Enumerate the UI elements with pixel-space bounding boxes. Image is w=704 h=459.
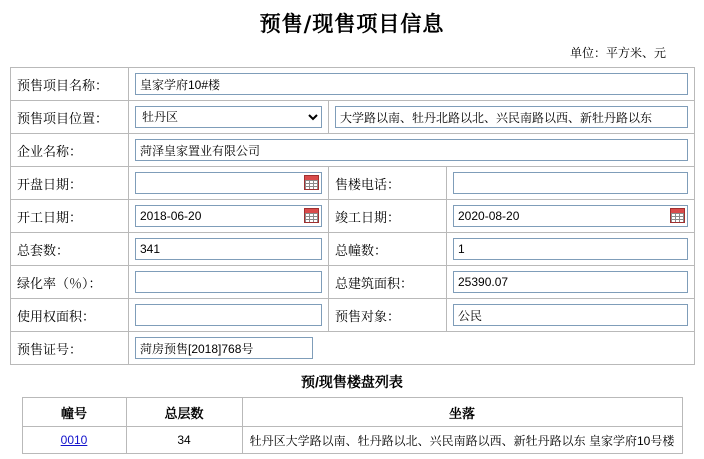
column-header-address: 坐落 <box>242 398 682 427</box>
start-date-cell <box>129 200 329 233</box>
table-header-row <box>22 398 682 427</box>
sales-phone-input[interactable] <box>453 172 688 194</box>
presale-cert-cell <box>129 332 695 365</box>
total-buildings-cell <box>447 233 695 266</box>
open-date-label: 开盘日期： <box>11 167 129 200</box>
column-header-building-no: 幢号 <box>22 398 126 427</box>
address-cell <box>329 101 695 134</box>
form-row-location <box>11 101 695 134</box>
presale-target-cell <box>447 299 695 332</box>
presale-target-label: 预售对象： <box>329 299 447 332</box>
use-right-area-input[interactable] <box>135 304 322 326</box>
presale-target-input[interactable] <box>453 304 688 326</box>
use-right-area-cell <box>129 299 329 332</box>
form-row-useright-target <box>11 299 695 332</box>
form-row-units-buildings <box>11 233 695 266</box>
total-buildings-label: 总幢数： <box>329 233 447 266</box>
total-units-label: 总套数： <box>11 233 129 266</box>
unit-note: 单位：平方米、元 <box>569 46 666 60</box>
form-row-open-phone <box>11 167 695 200</box>
project-name-label: 预售项目名称： <box>11 68 129 101</box>
company-cell <box>129 134 695 167</box>
district-select[interactable] <box>135 106 322 128</box>
open-date-input[interactable] <box>135 172 322 194</box>
building-list-table <box>22 397 683 454</box>
project-name-cell <box>129 68 695 101</box>
form-row-start-finish <box>11 200 695 233</box>
green-rate-cell <box>129 266 329 299</box>
green-rate-label: 绿化率（％）： <box>11 266 129 299</box>
address-input[interactable] <box>335 106 688 128</box>
total-units-cell <box>129 233 329 266</box>
company-label: 企业名称： <box>11 134 129 167</box>
form-row-green-area <box>11 266 695 299</box>
open-date-field-wrap <box>135 172 322 194</box>
table-row <box>22 427 682 454</box>
finish-date-label: 竣工日期： <box>329 200 447 233</box>
open-date-cell <box>129 167 329 200</box>
calendar-icon[interactable] <box>304 175 319 190</box>
total-area-input[interactable] <box>453 271 688 293</box>
form-row-presale-cert <box>11 332 695 365</box>
total-area-cell <box>447 266 695 299</box>
location-label: 预售项目位置： <box>11 101 129 134</box>
presale-cert-input[interactable] <box>135 337 313 359</box>
calendar-icon[interactable] <box>304 208 319 223</box>
cell-floors: 34 <box>126 427 242 454</box>
total-units-input[interactable] <box>135 238 322 260</box>
use-right-area-label: 使用权面积： <box>11 299 129 332</box>
column-header-floors: 总层数 <box>126 398 242 427</box>
page-title: 预售/现售项目信息 <box>259 11 445 36</box>
company-name-input[interactable] <box>135 139 688 161</box>
finish-date-field-wrap <box>453 205 688 227</box>
building-list-title: 预/现售楼盘列表 <box>301 374 403 390</box>
cell-building-no <box>22 427 126 454</box>
calendar-icon[interactable] <box>670 208 685 223</box>
start-date-field-wrap <box>135 205 322 227</box>
cell-address: 牡丹区大学路以南、牡丹路以北、兴民南路以西、新牡丹路以东 皇家学府10号楼 <box>242 427 682 454</box>
presale-cert-label: 预售证号： <box>11 332 129 365</box>
start-date-label: 开工日期： <box>11 200 129 233</box>
sales-phone-label: 售楼电话： <box>329 167 447 200</box>
district-cell <box>129 101 329 134</box>
project-info-form <box>10 67 695 365</box>
project-name-input[interactable] <box>135 73 688 95</box>
finish-date-cell <box>447 200 695 233</box>
finish-date-input[interactable] <box>453 205 688 227</box>
total-area-label: 总建筑面积： <box>329 266 447 299</box>
form-row-company <box>11 134 695 167</box>
total-buildings-input[interactable] <box>453 238 688 260</box>
sales-phone-cell <box>447 167 695 200</box>
green-rate-input[interactable] <box>135 271 322 293</box>
building-no-link[interactable]: 0010 <box>60 433 88 447</box>
form-row-project-name <box>11 68 695 101</box>
start-date-input[interactable] <box>135 205 322 227</box>
